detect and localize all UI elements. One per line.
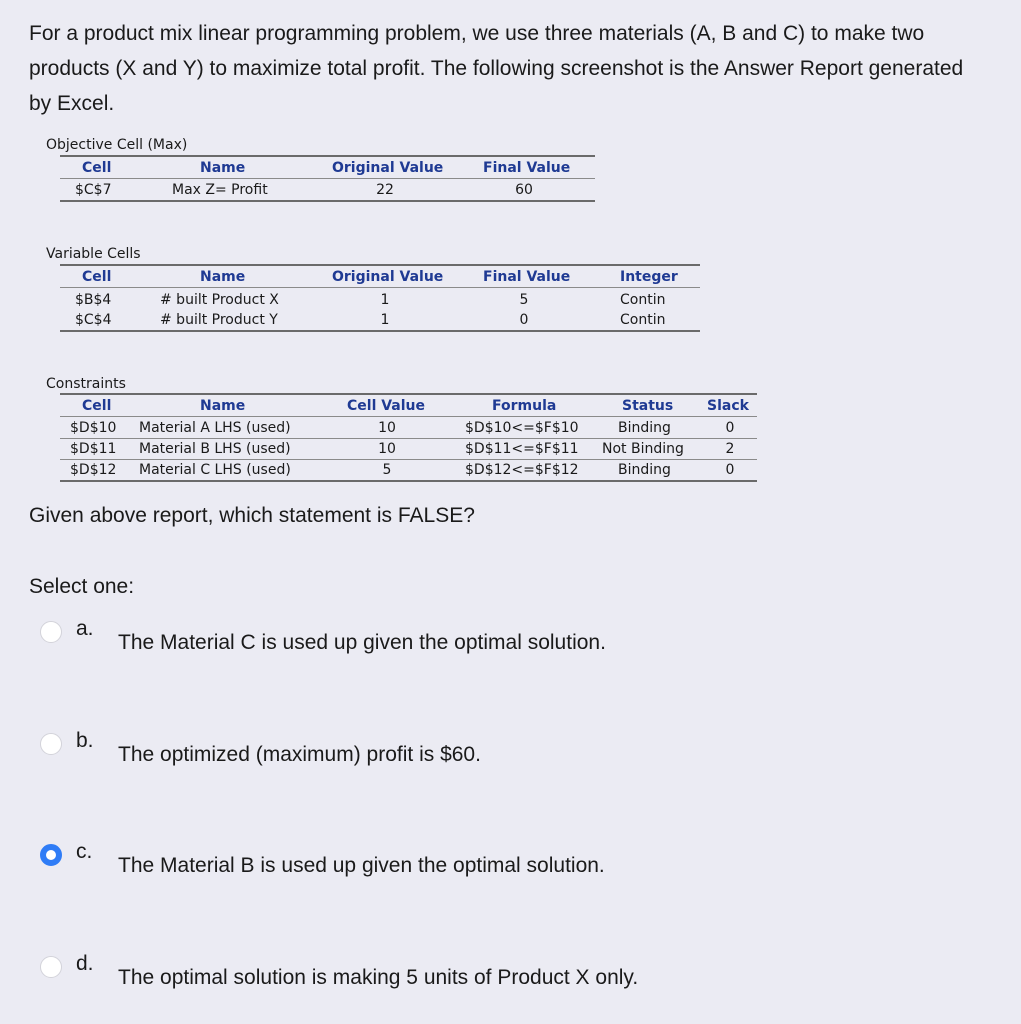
constraint-row-3-name: Material C LHS (used) [139, 462, 291, 478]
constraint-row-2-slack: 2 [725, 441, 735, 457]
option-b-letter: b. [76, 729, 94, 752]
radio-button-b[interactable] [40, 733, 62, 755]
constraint-row-2-cell: $D$11 [70, 441, 117, 457]
constraint-row-2-formula: $D$11<=$F$11 [465, 441, 579, 457]
answer-report [0, 0, 1021, 500]
constraints-header-name: Name [200, 398, 246, 414]
constraints-header-slack: Slack [707, 398, 749, 414]
variable-row-2-cell: $C$4 [75, 312, 112, 328]
radio-button-c[interactable] [40, 844, 62, 866]
variables-header-integer: Integer [620, 269, 678, 285]
constraint-row-1-value: 10 [378, 420, 396, 436]
constraint-row-1-cell: $D$10 [70, 420, 117, 436]
variables-section-title: Variable Cells [46, 246, 141, 262]
objective-row-cell: $C$7 [75, 182, 112, 198]
constraints-header-cell-value: Cell Value [347, 398, 426, 414]
variable-row-1-integer: Contin [620, 292, 666, 308]
objective-row-original: 22 [376, 182, 394, 198]
constraint-row-2-value: 10 [378, 441, 396, 457]
variable-row-2-original: 1 [380, 312, 390, 328]
option-a-letter: a. [76, 617, 94, 640]
constraint-row-3-cell: $D$12 [70, 462, 117, 478]
constraint-row-3-slack: 0 [725, 462, 735, 478]
constraint-row-3-status: Binding [618, 462, 671, 478]
objective-header-original: Original Value [332, 160, 444, 176]
objective-header-name: Name [200, 160, 246, 176]
constraints-header-formula: Formula [492, 398, 557, 414]
radio-button-a[interactable] [40, 621, 62, 643]
constraints-header-status: Status [622, 398, 674, 414]
variable-row-1-name: # built Product X [160, 292, 279, 308]
option-d-letter: d. [76, 952, 94, 975]
variable-row-1-cell: $B$4 [75, 292, 112, 308]
objective-section-title: Objective Cell (Max) [46, 137, 188, 153]
variable-row-1-final: 5 [519, 292, 529, 308]
objective-header-cell: Cell [82, 160, 112, 176]
constraint-row-1-name: Material A LHS (used) [139, 420, 291, 436]
question-intro: For a product mix linear programming problem, we use three materials (A, B and C) to make two products (X and Y) to maximize total profit. The following screenshot is the Answer Report generated by Excel. [29, 22, 964, 115]
variables-header-cell: Cell [82, 269, 112, 285]
variables-header-original: Original Value [332, 269, 444, 285]
option-b[interactable] [40, 729, 940, 769]
constraints-header-cell: Cell [82, 398, 112, 414]
option-c-letter: c. [76, 840, 93, 863]
variables-header-final: Final Value [483, 269, 571, 285]
constraint-row-1-formula: $D$10<=$F$10 [465, 420, 579, 436]
radio-button-d[interactable] [40, 956, 62, 978]
constraint-row-1-slack: 0 [725, 420, 735, 436]
objective-header-final: Final Value [483, 160, 571, 176]
constraint-row-2-status: Not Binding [602, 441, 684, 457]
option-a[interactable] [40, 617, 940, 657]
select-one-label: Select one: [29, 575, 135, 598]
option-c[interactable] [40, 840, 940, 880]
variable-row-2-name: # built Product Y [160, 312, 278, 328]
variable-row-2-integer: Contin [620, 312, 666, 328]
constraint-row-3-value: 5 [382, 462, 392, 478]
option-c-text[interactable]: The Material B is used up given the optimal solution. [118, 854, 605, 877]
constraint-row-1-status: Binding [618, 420, 671, 436]
constraint-row-3-formula: $D$12<=$F$12 [465, 462, 579, 478]
variable-row-2-final: 0 [519, 312, 529, 328]
variable-row-1-original: 1 [380, 292, 390, 308]
option-a-text[interactable]: The Material C is used up given the optimal solution. [118, 631, 606, 654]
objective-row-final: 60 [515, 182, 533, 198]
option-b-text[interactable]: The optimized (maximum) profit is $60. [118, 743, 481, 766]
constraints-section-title: Constraints [46, 376, 126, 392]
variables-header-name: Name [200, 269, 246, 285]
option-d[interactable] [40, 952, 940, 992]
constraint-row-2-name: Material B LHS (used) [139, 441, 291, 457]
option-d-text[interactable]: The optimal solution is making 5 units of Product X only. [118, 966, 639, 989]
objective-row-name: Max Z= Profit [172, 182, 268, 198]
question-prompt: Given above report, which statement is FALSE? [29, 504, 475, 527]
